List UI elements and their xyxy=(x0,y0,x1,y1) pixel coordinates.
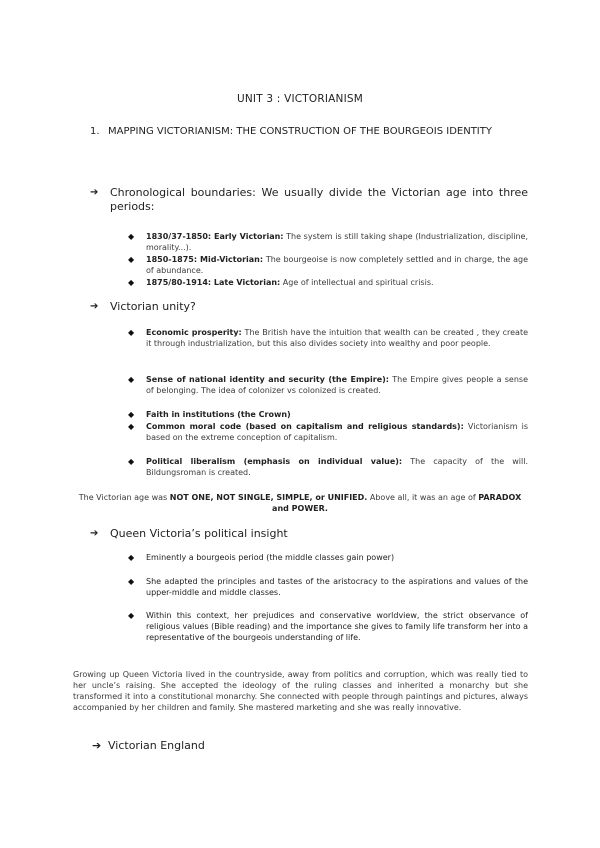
item-label: 1875/80-1914: Late Victorian: xyxy=(146,278,281,287)
item-label: Political liberalism (emphasis on individual value): xyxy=(146,457,403,466)
diamond-bullet-icon: ◆ xyxy=(128,375,135,384)
list-item xyxy=(128,409,528,420)
item-text: Age of intellectual and spiritual crisis. xyxy=(280,278,434,287)
section-number: 1. xyxy=(90,126,100,137)
item-text: The bourgeoise is now completely settled and in charge, the age of abundance. xyxy=(146,255,528,275)
item-text: Within this context, her prejudices and conservative worldview, the strict observance of religious values (Bible reading) and the importance she gives to family life transform her into a representative of the bourgeois understanding of life. xyxy=(146,611,528,642)
item-label: Common moral code (based on capitalism and religious standards): xyxy=(146,422,464,431)
chrono-heading-text: Chronological boundaries: We usually divide the Victorian age into three periods: xyxy=(110,186,528,213)
unit-title: UNIT 3 : VICTORIANISM xyxy=(236,93,364,105)
item-text: The capacity of the will. Bildungsroman is created. xyxy=(146,457,529,477)
section-heading xyxy=(90,125,530,138)
item-label: Faith in institutions (the Crown) xyxy=(146,410,291,419)
item-text: Eminently a bourgeois period (the middle classes gain power) xyxy=(146,553,395,562)
summary-paragraph xyxy=(70,492,530,514)
item-label: 1830/37-1850: Early Victorian: xyxy=(146,232,284,241)
england-heading xyxy=(92,739,528,753)
list-item xyxy=(128,421,529,443)
list-item xyxy=(128,231,529,253)
summary-pre: The Victorian age was xyxy=(78,493,170,502)
list-item xyxy=(128,576,528,598)
diamond-bullet-icon: ◆ xyxy=(128,457,135,466)
queen-heading xyxy=(90,527,528,541)
unity-heading xyxy=(90,300,528,314)
england-heading-text: Victorian England xyxy=(108,739,205,752)
diamond-bullet-icon: ◆ xyxy=(128,577,135,586)
diamond-bullet-icon: ◆ xyxy=(128,232,135,241)
diamond-bullet-icon: ◆ xyxy=(128,553,135,562)
chrono-heading xyxy=(90,186,528,214)
arrow-icon: ➔ xyxy=(90,528,99,539)
item-label: Sense of national identity and security (the Empire): xyxy=(146,375,389,384)
diamond-bullet-icon: ◆ xyxy=(128,278,135,287)
unity-heading-text: Victorian unity? xyxy=(110,300,196,313)
item-label: 1850-1875: Mid-Victorian: xyxy=(146,255,264,264)
list-item xyxy=(128,552,528,563)
item-text: She adapted the principles and tastes of the aristocracy to the aspirations and values of the upper-middle and middle classes. xyxy=(146,577,528,597)
item-label: Economic prosperity: xyxy=(146,328,242,337)
section-title: MAPPING VICTORIANISM: THE CONSTRUCTION OF THE BOURGEOIS IDENTITY xyxy=(108,126,492,137)
list-item xyxy=(128,610,528,643)
item-text: The Empire gives people a sense of belonging. The idea of colonizer vs colonized is created. xyxy=(146,375,528,395)
queen-paragraph: Growing up Queen Victoria lived in the countryside, away from politics and corruption, which was really tied to her uncle’s raising. She accepted the ideology of the ruling classes and inherited a monarchy but she transformed it into a constitutional monarchy. She connected with people through paintings and pictures, always accompanied by her children and family. She mastered marketing and she was really innovative. xyxy=(73,670,528,712)
arrow-icon: ➔ xyxy=(92,739,102,752)
list-item xyxy=(128,254,528,276)
diamond-bullet-icon: ◆ xyxy=(128,255,135,264)
summary-bold: NOT ONE, NOT SINGLE, SIMPLE, or UNIFIED. xyxy=(169,493,368,502)
arrow-icon: ➔ xyxy=(90,301,99,312)
diamond-bullet-icon: ◆ xyxy=(128,611,135,620)
list-item xyxy=(128,374,528,396)
item-text: Victorianism is based on the extreme conception of capitalism. xyxy=(146,422,529,442)
list-item xyxy=(128,456,529,478)
summary-bold2: PARADOX and POWER. xyxy=(272,493,522,513)
queen-heading-text: Queen Victoria’s political insight xyxy=(110,527,288,540)
diamond-bullet-icon: ◆ xyxy=(128,422,135,431)
diamond-bullet-icon: ◆ xyxy=(128,328,135,337)
item-text: The system is still taking shape (Industrialization, discipline, morality...). xyxy=(146,232,529,252)
diamond-bullet-icon: ◆ xyxy=(128,410,135,419)
summary-mid: Above all, it was an age of xyxy=(367,493,479,502)
list-item xyxy=(128,327,528,349)
item-text: The British have the intuition that wealth can be created , they create it through industrialization, but this also divides society into wealthy and poor people. xyxy=(146,328,528,348)
list-item xyxy=(128,277,528,288)
arrow-icon: ➔ xyxy=(90,187,99,198)
